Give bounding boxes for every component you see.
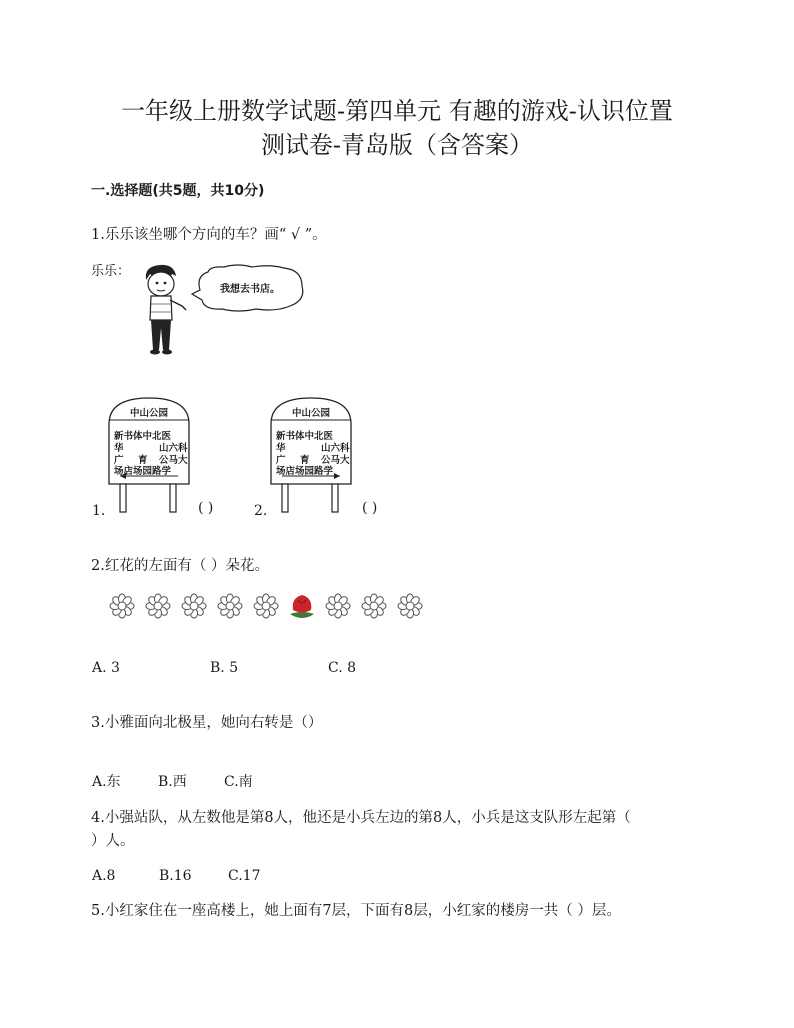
white-flower [254,594,278,618]
sign-1-row4: 场店场园路学 [114,466,172,477]
sign-2-row3c: 公马大 [321,455,350,466]
white-flower [146,594,170,618]
question-1-text: 1.乐乐该坐哪个方向的车？画“ √ ”。 [91,227,327,243]
sign-2-number: 2. [254,503,268,519]
sign-2-row4: 场店场园路学 [276,466,334,477]
flower-row [108,590,438,622]
white-flower [326,594,350,618]
question-4-line2: ）人。 [91,833,135,849]
speech-text: 我想去书店。 [220,284,280,295]
sign-2-row2a: 华 [276,443,286,454]
red-flower [290,595,314,618]
sign-1-row2a: 华 [114,443,124,454]
question-4-line1: 4.小强站队，从左数他是第8人，他还是小兵左边的第8人，小兵是这支队形左起第（ [91,810,631,826]
white-flower [218,594,242,618]
sign-1-row3a: 广 [114,455,124,466]
sign-1-row3c: 公马大 [159,455,188,466]
q2-option-a[interactable]: A. 3 [92,660,120,676]
sign-2-top: 中山公园 [292,408,331,419]
sign-2-row1: 新书体中北医 [276,431,334,442]
q3-option-c[interactable]: C.南 [224,774,253,790]
sign-2-row2b: 山六科 [321,443,350,454]
q2-option-c[interactable]: C. 8 [328,660,357,676]
speaker-label: 乐乐： [91,264,131,279]
q2-option-b[interactable]: B. 5 [210,660,239,676]
q3-option-b[interactable]: B.西 [158,774,187,790]
q3-option-a[interactable]: A.东 [92,774,121,790]
sign-1-top: 中山公园 [130,408,169,419]
question-3-text: 3.小雅面向北极星，她向右转是（） [91,715,323,731]
sign-2-row3a: 广 [276,455,286,466]
question-2-text: 2.红花的左面有（ ）朵花。 [91,558,269,574]
sign-1-number: 1. [92,503,106,519]
boy-illustration [134,262,194,358]
q4-option-c[interactable]: C.17 [228,868,261,884]
white-flower [110,594,134,618]
page-title-line2: 测试卷-青岛版（含答案） [260,131,534,159]
sign-1-row1: 新书体中北医 [114,431,172,442]
q4-option-a[interactable]: A.8 [92,868,116,884]
white-flower [182,594,206,618]
sign-1-row3b: 育 [138,455,148,466]
sign-2-row3b: 育 [300,455,310,466]
white-flower [398,594,422,618]
answer-blank-2[interactable]: ( ) [362,500,378,516]
sign-1-row2b: 山六科 [159,443,188,454]
q4-option-b[interactable]: B.16 [159,868,192,884]
question-5-text: 5.小红家住在一座高楼上，她上面有7层，下面有8层，小红家的楼房一共（ ）层。 [91,903,621,919]
page-title-line1: 一年级上册数学试题-第四单元 有趣的游戏-认识位置 [121,97,673,125]
answer-blank-1[interactable]: ( ) [198,500,214,516]
white-flower [362,594,386,618]
section-heading: 一.选择题(共5题，共10分) [91,183,265,199]
